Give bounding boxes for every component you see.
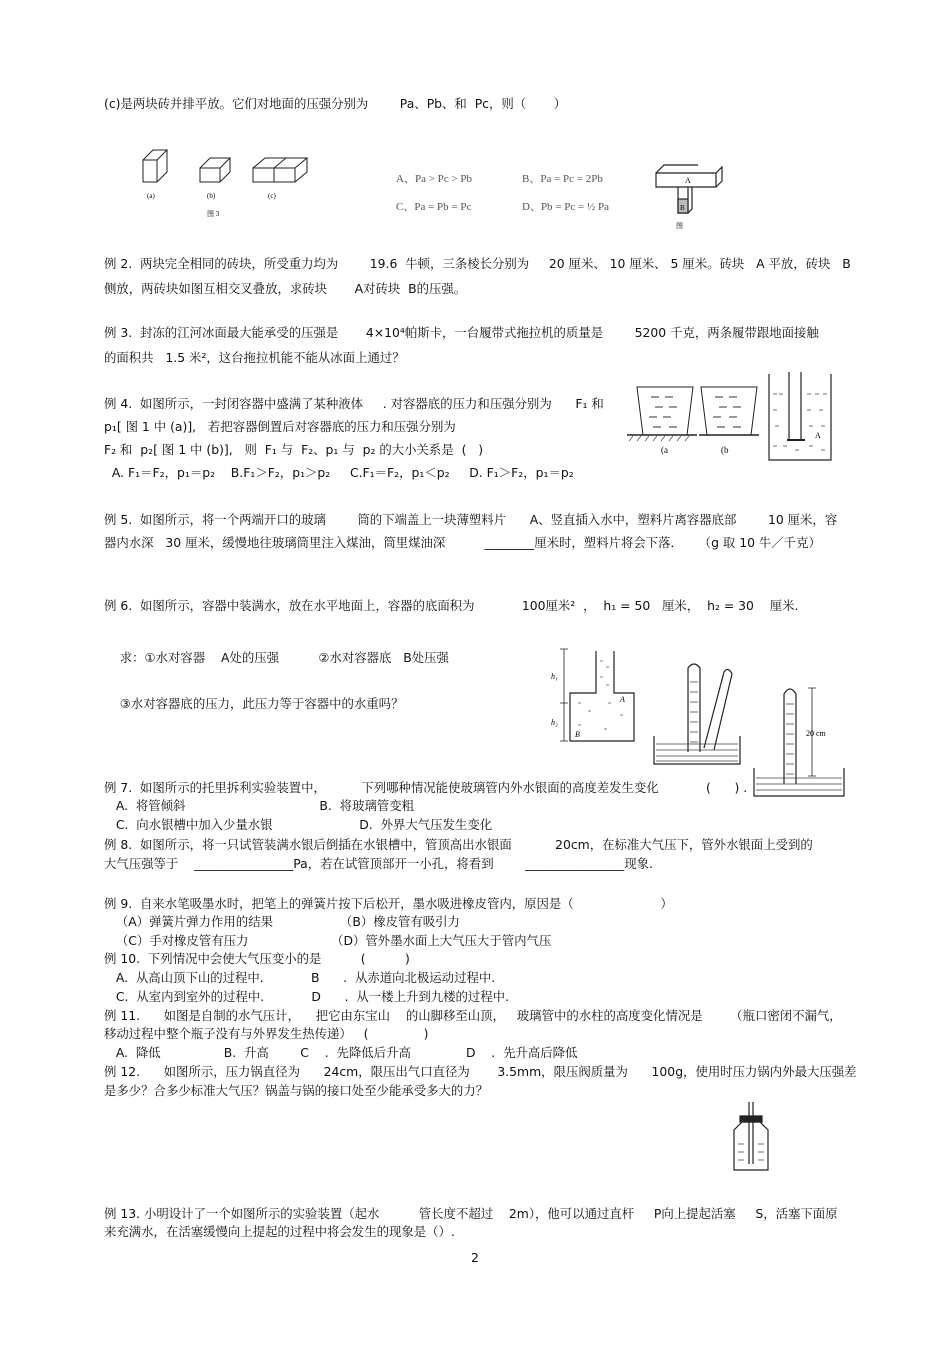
- crossed-bricks-figure: [650, 155, 730, 235]
- sub-label-a: (a): [147, 192, 155, 200]
- cylinder-figure: [765, 370, 837, 465]
- text-line: A. 将管倾斜 B. 将玻璃管变粗: [104, 798, 415, 813]
- text-line: C. 向水银槽中加入少量水银 D. 外界大气压发生变化: [104, 817, 493, 832]
- text-line: C. 从室内到室外的过程中. D . 从一楼上升到九楼的过程中.: [104, 989, 510, 1004]
- brick-label-b: B: [680, 204, 685, 212]
- option-a: A、Pa > Pc > Pb: [396, 173, 472, 185]
- text-line: 例 13. 小明设计了一个如图所示的实验装置（起水 管长度不超过 2m），他可以通过直杆 P向上提起活塞 S，活塞下面原: [104, 1206, 838, 1221]
- text-line: 来充满水，在活塞缓慢向上提起的过程中将会发生的现象是（）.: [104, 1224, 455, 1239]
- text-line: p₁[ 图 1 中 (a)], 若把容器倒置后对容器底的压力和压强分别为: [104, 419, 456, 434]
- text-line: A. 从高山顶下山的过程中. B . 从赤道向北极运动过程中.: [104, 970, 496, 985]
- option-c: C、Pa = Pb = Pc: [396, 201, 472, 213]
- text-line: 例 6. 如图所示，容器中装满水，放在水平地面上，容器的底面积为 100厘米² ， h₁ = 50 厘米， h₂ = 30 厘米.: [104, 598, 799, 613]
- plastic-label: A: [815, 431, 821, 440]
- container-label-a: (a: [661, 445, 668, 455]
- containers-figure: [625, 383, 760, 458]
- text-line: 例 10. 下列情况中会使大气压变小的是 ( ): [104, 951, 410, 966]
- torricelli-figure: [650, 652, 745, 767]
- text-line: 例 9. 自来水笔吸墨水时，把笔上的弹簧片按下后松开，墨水吸进橡皮管内，原因是（ ）: [104, 896, 673, 911]
- text-line: 例 8. 如图所示，将一只试管装满水银后倒插在水银槽中，管顶高出水银面 20cm，在标准大气压下，管外水银面上受到的: [104, 837, 813, 852]
- text-line: 例 12. 如图所示，压力锅直径为 24cm，限压出气口直径为 3.5mm，限压阀质量为 100g，使用时压力锅内外最大压强差: [104, 1064, 857, 1079]
- container-label-b: (b: [721, 445, 729, 455]
- sub-label-b: (b): [207, 192, 216, 200]
- figure-caption: 图 3: [207, 210, 220, 218]
- text-line: （C）手对橡皮管有压力 （D）管外墨水面上大气压大于管内气压: [104, 933, 552, 948]
- text-line: A. F₁＝F₂，p₁＝p₂ B.F₁＞F₂，p₁＞p₂ C.F₁＝F₂，p₁＜p₂ D. F₁＞F₂，p₁＝p₂: [104, 465, 574, 480]
- text-line: 例 3. 封冻的江河冰面最大能承受的压强是 4×10⁴帕斯卡，一台履带式拖拉机的质量是 5200 千克，两条履带跟地面接触: [104, 325, 819, 340]
- container-h-figure: [548, 645, 643, 745]
- brick-label-a: A: [685, 176, 691, 185]
- sub-label-c: (c): [268, 192, 276, 200]
- h2-label: h₂: [551, 718, 558, 727]
- height-label: 20 cm: [806, 729, 826, 738]
- point-b-label: B: [575, 730, 580, 739]
- text-line: 例 2. 两块完全相同的砖块，所受重力均为 19.6 牛顿，三条棱长分别为 20 厘米、 10 厘米、 5 厘米。砖块 A 平放，砖块 B: [104, 256, 851, 271]
- text-line: （A）弹簧片弹力作用的结果 （B）橡皮管有吸引力: [104, 914, 460, 929]
- text-line: ③水对容器底的压力，此压力等于容器中的水重吗？: [104, 696, 404, 711]
- bricks-figure: [135, 140, 315, 220]
- text-line: (c)是两块砖并排平放。它们对地面的压强分别为 Pa、Pb、和 Pc，则（ ）: [104, 96, 567, 111]
- text-line: A. 降低 B. 升高 C . 先降低后升高 D . 先升高后降低: [104, 1045, 578, 1060]
- text-line: 是多少？合多少标准大气压？锅盖与锅的接口处至少能承受多大的力？: [104, 1083, 489, 1098]
- water-barometer-figure: [726, 1100, 776, 1175]
- text-line: 例 4. 如图所示，一封闭容器中盛满了某种液体 . 对容器底的压力和压强分别为 F₁ 和: [104, 396, 604, 411]
- test-tube-figure: [750, 680, 850, 800]
- brick-caption: 图: [676, 222, 683, 230]
- text-line: 器内水深 30 厘米，缓慢地往玻璃筒里注入煤油，筒里煤油深 ________厘米时，塑料片将会下落． （g 取 10 牛／千克）: [104, 535, 821, 550]
- text-line: 求：①水对容器 A处的压强 ②水对容器底 B处压强: [104, 650, 449, 665]
- text-line: 大气压强等于 ________________Pa，若在试管顶部开一小孔，将看到 ________________现象.: [104, 856, 653, 871]
- text-line: 移动过程中整个瓶子没有与外界发生热传递） ( ): [104, 1026, 429, 1041]
- text-line: F₂ 和 p₂[ 图 1 中 (b)], 则 F₁ 与 F₂、p₁ 与 p₂ 的大小关系是 ( ): [104, 442, 484, 457]
- option-b: B、Pa = Pc = 2Pb: [522, 173, 603, 185]
- options-figure: [392, 166, 632, 218]
- text-line: 侧放，两砖块如图互相交叉叠放，求砖块 A对砖块 B的压强。: [104, 281, 467, 296]
- text-line: 的面积共 1.5 米²，这台拖拉机能不能从冰面上通过？: [104, 350, 405, 365]
- text-line: 例 7. 如图所示的托里拆利实验装置中， 下列哪种情况能使玻璃管内外水银面的高度差发生变化 ( ) .: [104, 780, 748, 795]
- option-d: D、Pb = Pc = ½ Pa: [522, 201, 609, 213]
- page-number: 2: [471, 1250, 479, 1265]
- point-a-label: A: [620, 695, 625, 704]
- text-line: 例 5. 如图所示，将一个两端开口的玻璃 筒的下端盖上一块薄塑料片 A、竖直插入水中，塑料片离容器底部 10 厘米，容: [104, 512, 838, 527]
- h1-label: h₁: [551, 672, 558, 681]
- text-line: 例 11. 如图是自制的水气压计， 把它由东宝山 的山脚移至山顶， 玻璃管中的水柱的高度变化情况是 （瓶口密闭不漏气，: [104, 1008, 842, 1023]
